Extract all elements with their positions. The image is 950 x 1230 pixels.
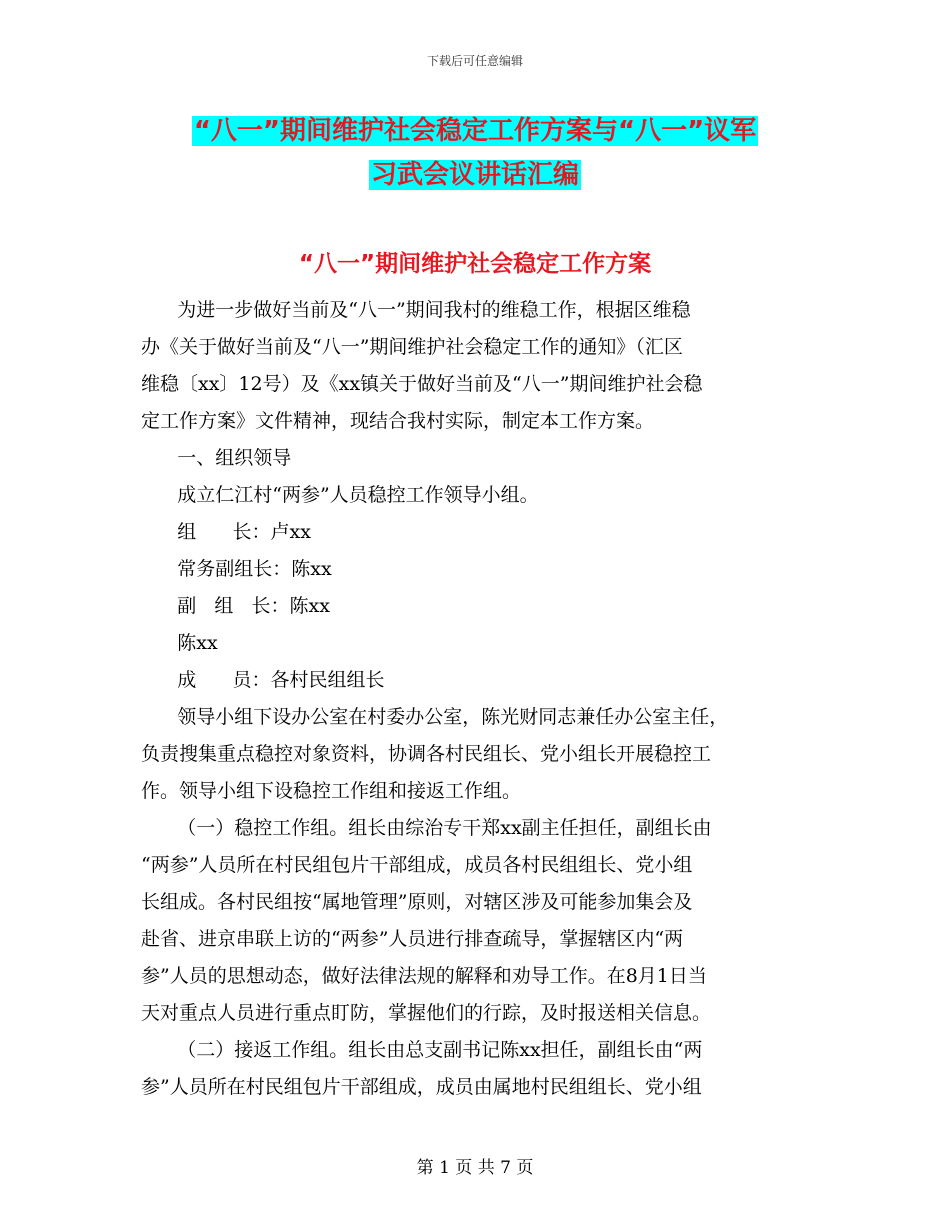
body-line: 陈xx xyxy=(141,632,218,654)
document-title-line-1-text: “八一”期间维护社会稳定工作方案与“八一”议军 xyxy=(193,116,757,146)
body-line: 长组成。各村民组按“属地管理”原则，对辖区涉及可能参加集会及 xyxy=(141,891,693,913)
section-heading: “八一”期间维护社会稳定工作方案 xyxy=(298,251,652,277)
document-title-line-2-text: 习武会议讲话汇编 xyxy=(370,160,579,190)
document-title-line-2 xyxy=(0,155,950,195)
body-line: 参”人员的思想动态，做好法律法规的解释和劝导工作。在8月1日当 xyxy=(141,965,707,987)
header-note: 下载后可任意编辑 xyxy=(426,54,523,68)
body-line: （二）接返工作组。组长由总支副书记陈xx担任，副组长由“两 xyxy=(141,1039,703,1061)
body-line: 组 长：卢xx xyxy=(141,521,311,543)
body-line: 成立仁江村“两参”人员稳控工作领导小组。 xyxy=(141,484,539,506)
document-body xyxy=(141,292,811,1106)
body-line: （一）稳控工作组。组长由综治专干郑xx副主任担任，副组长由 xyxy=(141,817,712,839)
body-line: 赴省、进京串联上访的“两参”人员进行排查疏导，掌握辖区内“两 xyxy=(141,928,684,950)
body-line: 作。领导小组下设稳控工作组和接返工作组。 xyxy=(141,780,522,802)
body-line: 负责搜集重点稳控对象资料，协调各村民组长、党小组长开展稳控工 xyxy=(141,743,712,765)
body-line: 为进一步做好当前及“八一”期间我村的维稳工作，根据区维稳 xyxy=(141,299,691,321)
body-line: 一、组织领导 xyxy=(141,447,292,469)
body-line: 副 组 长：陈xx xyxy=(141,595,330,617)
body-line: 定工作方案》文件精神，现结合我村实际，制定本工作方案。 xyxy=(141,410,655,432)
document-title-line-1 xyxy=(0,111,950,151)
body-line: 成 员：各村民组组长 xyxy=(141,669,385,691)
page-number: 第 1 页 共 7 页 xyxy=(416,1158,534,1178)
body-line: 办《关于做好当前及“八一”期间维护社会稳定工作的通知》（汇区 xyxy=(141,336,683,358)
body-line: 天对重点人员进行重点盯防，掌握他们的行踪，及时报送相关信息。 xyxy=(141,1002,712,1024)
body-line: 参”人员所在村民组包片干部组成，成员由属地村民组组长、党小组 xyxy=(141,1076,702,1098)
body-line: 维稳〔xx〕12号）及《xx镇关于做好当前及“八一”期间维护社会稳 xyxy=(141,373,703,395)
body-line: 领导小组下设办公室在村委办公室，陈光财同志兼任办公室主任， xyxy=(141,706,729,728)
body-line: “两参”人员所在村民组包片干部组成，成员各村民组组长、党小组 xyxy=(141,854,693,876)
body-line: 常务副组长：陈xx xyxy=(141,558,332,580)
